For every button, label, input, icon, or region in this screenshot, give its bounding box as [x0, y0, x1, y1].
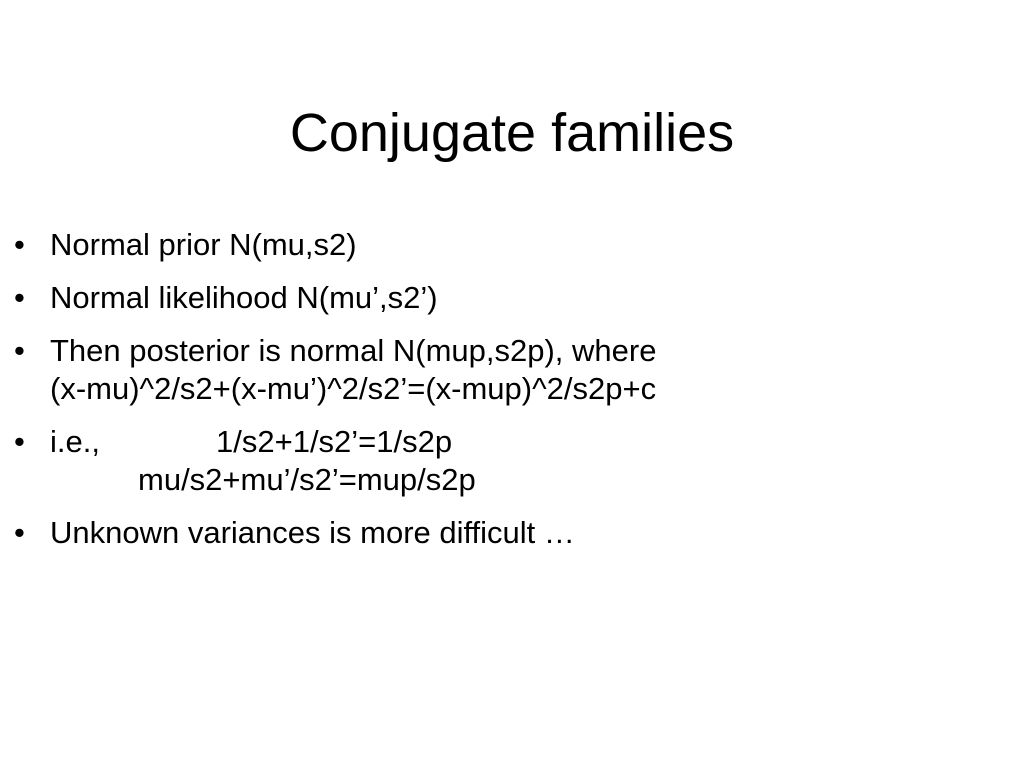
slide-title: Conjugate families	[289, 103, 735, 163]
bullet-item-normal-likelihood	[14, 279, 1004, 317]
ie-label: i.e.,	[50, 424, 100, 459]
bullet-marker: •	[14, 424, 25, 459]
bullet-marker: •	[14, 227, 25, 262]
bullet-text: Normal likelihood N(mu’,s2’)	[50, 280, 438, 315]
bullet-text-line-2: (x-mu)^2/s2+(x-mu’)^2/s2’=(x-mup)^2/s2p+c	[50, 371, 657, 406]
bullet-marker: •	[14, 515, 25, 550]
bullet-text-line-1: Then posterior is normal N(mup,s2p), where	[50, 333, 657, 368]
bullet-marker: •	[14, 280, 25, 315]
equation-line-1: 1/s2+1/s2’=1/s2p	[216, 424, 453, 459]
bullet-item-normal-prior	[14, 226, 1004, 264]
bullet-text: Unknown variances is more difficult …	[50, 515, 575, 550]
bullet-item-posterior	[14, 332, 1004, 408]
ie-row	[50, 423, 1004, 461]
bullet-item-ie	[14, 423, 1004, 499]
bullet-list	[14, 226, 1004, 567]
bullet-marker: •	[14, 333, 25, 368]
equation-line-2: mu/s2+mu’/s2’=mup/s2p	[138, 462, 476, 497]
bullet-item-unknown-variances	[14, 514, 1004, 552]
bullet-text: Normal prior N(mu,s2)	[50, 227, 357, 262]
